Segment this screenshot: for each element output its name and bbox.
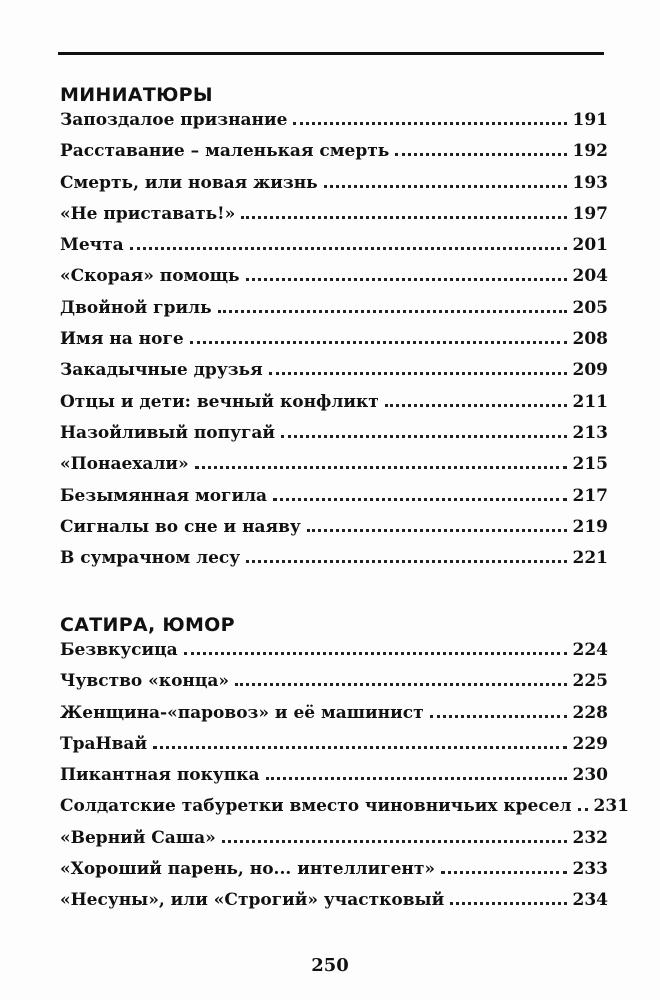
toc-entry: [60, 360, 608, 391]
dot-leader: [222, 840, 567, 843]
toc-entry-page-number: 233: [572, 859, 608, 880]
toc-entry-title: «Несуны», или «Строгий» участковый: [60, 890, 445, 911]
toc-entry-title: Имя на ноге: [60, 329, 184, 350]
toc-entry-page-number: 229: [572, 733, 608, 754]
toc-entry: [60, 890, 608, 921]
toc-entry-page-number: 231: [593, 796, 630, 817]
toc-entry-title: ТраНвай: [60, 733, 148, 754]
toc-entry-page-number: 191: [572, 110, 608, 130]
toc-entry-title: Сигналы во сне и наяву: [60, 516, 301, 537]
toc-entry-title: Двойной гриль: [60, 297, 212, 318]
dot-leader: [241, 216, 566, 219]
toc-entry-title: Солдатские табуретки вместо чиновничьих кресел: [60, 796, 572, 817]
dot-leader: [246, 278, 567, 281]
dot-leader: [395, 153, 566, 156]
toc-entry: [60, 423, 608, 454]
toc-entry: [60, 141, 608, 172]
dot-leader: [273, 498, 566, 501]
dot-leader: [578, 808, 588, 811]
toc-entry-title: Женщина-«паровоз» и её машинист: [60, 702, 424, 723]
dot-leader: [153, 746, 566, 749]
toc-entry: [60, 548, 608, 579]
toc-entry-page-number: 193: [572, 172, 608, 193]
toc-entry: [60, 298, 608, 329]
dot-leader: [130, 247, 567, 250]
toc-entry: [60, 204, 608, 235]
toc-entry-page-number: 197: [572, 203, 608, 224]
toc-entry-page-number: 192: [572, 141, 608, 162]
toc-entry-page-number: 230: [572, 765, 608, 786]
toc-section-miniatures: [60, 80, 608, 579]
dot-leader: [195, 466, 567, 469]
toc-entry-page-number: 204: [572, 266, 608, 287]
toc-entry-title: «Верний Саша»: [60, 827, 216, 848]
dot-leader: [307, 529, 567, 532]
toc-entry: [60, 765, 608, 796]
toc-entry-title: «Понаехали»: [60, 454, 189, 475]
toc-entry-title: Чувство «конца»: [60, 671, 230, 692]
toc-entry-title: Безвкусица: [60, 640, 178, 660]
toc-entry-title: Отцы и дети: вечный конфликт: [60, 391, 379, 412]
section-heading: МИНИАТЮРЫ: [60, 84, 213, 106]
toc-entry: [60, 454, 608, 485]
toc-entry-page-number: 224: [572, 640, 608, 660]
toc-entry-page-number: 211: [572, 391, 608, 412]
toc-entry-title: Запоздалое признание: [60, 110, 288, 130]
toc-entry-page-number: 221: [572, 548, 608, 569]
toc-entry-page-number: 215: [572, 454, 608, 475]
dot-leader: [293, 122, 566, 125]
toc-entry-list: [60, 640, 630, 922]
dot-leader: [246, 560, 566, 563]
toc-entry-title: «Хороший парень, но... интеллигент»: [60, 859, 436, 880]
toc-entry-title: Смерть, или новая жизнь: [60, 172, 318, 193]
toc-entry: [60, 235, 608, 266]
dot-leader: [430, 715, 567, 718]
toc-entry-title: Безымянная могила: [60, 485, 268, 506]
toc-entry-title: Мечта: [60, 235, 124, 256]
toc-entry: [60, 671, 608, 702]
toc-entry: [60, 266, 608, 297]
toc-entry-title: Пикантная покупка: [60, 765, 260, 786]
toc-entry: [60, 796, 630, 827]
dot-leader: [385, 404, 567, 407]
toc-entry-page-number: 217: [572, 485, 608, 506]
toc-entry: [60, 859, 608, 890]
dot-leader: [266, 777, 567, 780]
dot-leader: [450, 902, 566, 905]
toc-entry: [60, 392, 608, 423]
toc-entry: [60, 734, 608, 765]
toc-entry-page-number: 228: [572, 702, 608, 723]
toc-entry-page-number: 205: [572, 297, 608, 318]
toc-entry: [60, 640, 608, 671]
toc-entry-title: Расставание – маленькая смерть: [60, 141, 390, 162]
toc-entry-page-number: 201: [572, 235, 608, 256]
toc-entry: [60, 517, 608, 548]
toc-entry-page-number: 225: [572, 671, 608, 692]
dot-leader: [218, 310, 567, 313]
dot-leader: [235, 683, 566, 686]
toc-entry-page-number: 208: [572, 329, 608, 350]
toc-entry-title: Назойливый попугай: [60, 422, 275, 443]
section-heading: САТИРА, ЮМОР: [60, 614, 235, 636]
toc-entry-page-number: 234: [572, 890, 608, 911]
toc-entry: [60, 828, 608, 859]
dot-leader: [281, 435, 567, 438]
dot-leader: [324, 185, 567, 188]
toc-entry: [60, 110, 608, 141]
dot-leader: [441, 871, 566, 874]
toc-entry-title: В сумрачном лесу: [60, 548, 241, 569]
toc-entry-page-number: 232: [572, 827, 608, 848]
toc-entry-title: «Не приставать!»: [60, 203, 236, 224]
toc-entry: [60, 703, 608, 734]
toc-entry-list: [60, 110, 608, 579]
top-rule-divider: [58, 52, 604, 55]
toc-section-satire-humor: [60, 610, 630, 922]
toc-entry-page-number: 209: [572, 360, 608, 381]
toc-entry-title: «Скорая» помощь: [60, 266, 240, 287]
dot-leader: [190, 341, 567, 344]
page-number: 250: [311, 955, 349, 976]
toc-entry: [60, 486, 608, 517]
toc-entry: [60, 173, 608, 204]
toc-entry-page-number: 213: [572, 422, 608, 443]
toc-entry-title: Закадычные друзья: [60, 360, 263, 381]
toc-entry: [60, 329, 608, 360]
dot-leader: [269, 372, 567, 375]
dot-leader: [184, 652, 567, 655]
toc-entry-page-number: 219: [572, 516, 608, 537]
